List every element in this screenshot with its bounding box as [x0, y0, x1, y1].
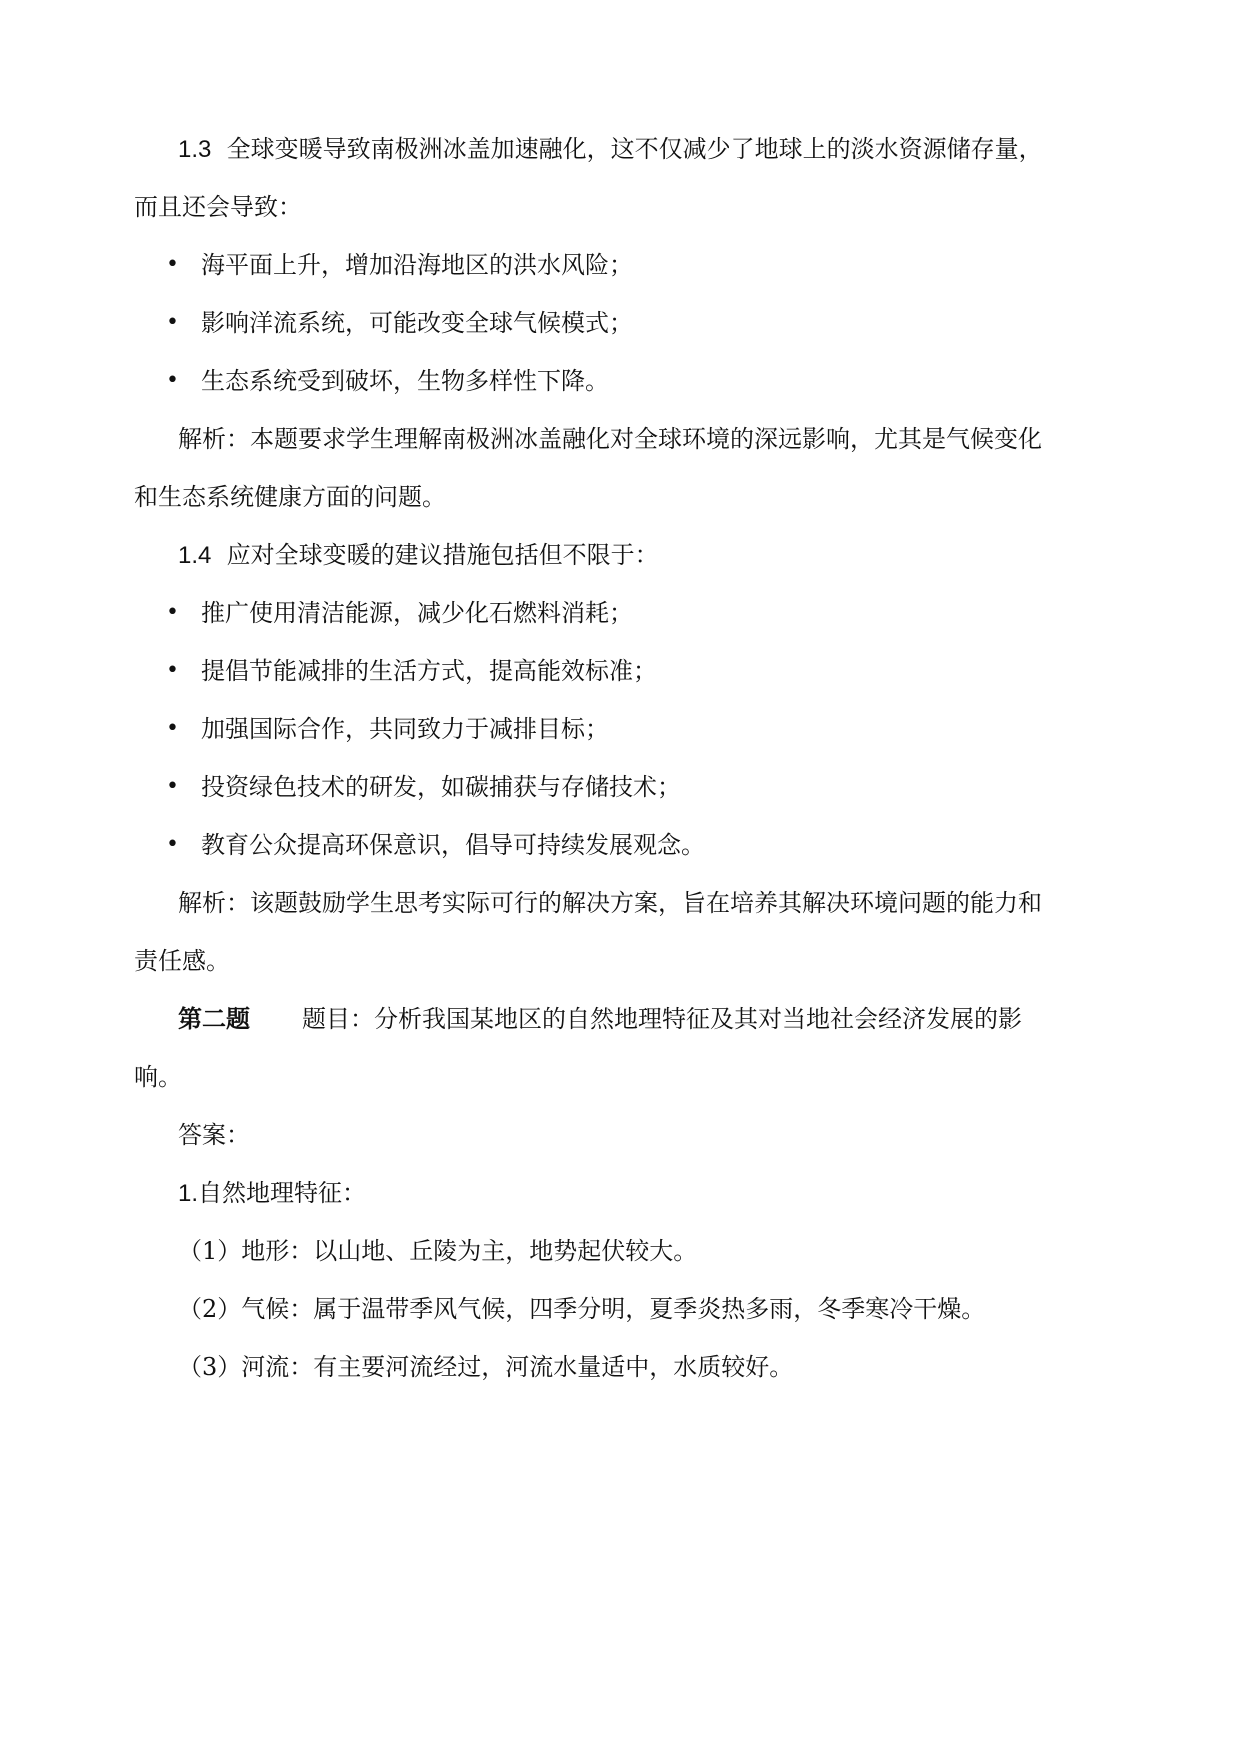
section-1-title: [178, 1177, 366, 1210]
list-item: 影响洋流系统，可能改变全球气候模式；: [201, 309, 633, 337]
feature-item: （2）气候：属于温带季风气候，四季分明，夏季炎热多雨，冬季寒冷干燥。: [178, 1295, 986, 1323]
bullet-icon: •: [166, 600, 179, 625]
section-title: 自然地理特征：: [198, 1179, 367, 1207]
list-item: 推广使用清洁能源，减少化石燃料消耗；: [201, 599, 633, 627]
question-1-3-line2: 而且还会导致：: [134, 193, 302, 221]
analysis-2-line1: 解析：该题鼓励学生思考实际可行的解决方案，旨在培养其解决环境问题的能力和: [178, 889, 1042, 917]
feature-item: （3）河流：有主要河流经过，河流水量适中，水质较好。: [178, 1353, 794, 1381]
question-text: 应对全球变暖的建议措施包括但不限于：: [226, 541, 659, 569]
list-item: 提倡节能减排的生活方式，提高能效标准；: [201, 657, 657, 685]
list-item: 投资绿色技术的研发，如碳捕获与存储技术；: [201, 773, 681, 801]
bullet-icon: •: [166, 716, 179, 741]
question-number: 1.4: [178, 542, 212, 569]
bullet-icon: •: [166, 774, 179, 799]
question-2-title-line2: 响。: [134, 1063, 182, 1091]
list-item: 海平面上升，增加沿海地区的洪水风险；: [201, 251, 633, 279]
analysis-1-line2: 和生态系统健康方面的问题。: [134, 483, 446, 511]
question-2-heading: 第二题: [178, 1004, 250, 1033]
bullet-icon: •: [166, 658, 179, 683]
analysis-2-line2: 责任感。: [134, 947, 230, 975]
answer-label: 答案：: [178, 1121, 250, 1149]
question-1-4: [178, 539, 659, 572]
question-text: 全球变暖导致南极洲冰盖加速融化，这不仅减少了地球上的淡水资源储存量，: [226, 135, 1043, 163]
bullet-icon: •: [166, 310, 179, 335]
feature-item: （1）地形：以山地、丘陵为主，地势起伏较大。: [178, 1237, 698, 1265]
bullet-icon: •: [166, 832, 179, 857]
question-number: 1.3: [178, 136, 212, 163]
list-item: 加强国际合作，共同致力于减排目标；: [201, 715, 609, 743]
analysis-1-line1: 解析：本题要求学生理解南极洲冰盖融化对全球环境的深远影响，尤其是气候变化: [178, 425, 1042, 453]
question-1-3-line1: [178, 133, 1043, 166]
bullet-icon: •: [166, 368, 179, 393]
list-item: 生态系统受到破坏，生物多样性下降。: [201, 367, 609, 395]
section-number: 1.: [178, 1180, 199, 1207]
bullet-icon: •: [166, 252, 179, 277]
list-item: 教育公众提高环保意识，倡导可持续发展观念。: [201, 831, 705, 859]
question-2-title-line1: 题目：分析我国某地区的自然地理特征及其对当地社会经济发展的影: [302, 1005, 1022, 1033]
